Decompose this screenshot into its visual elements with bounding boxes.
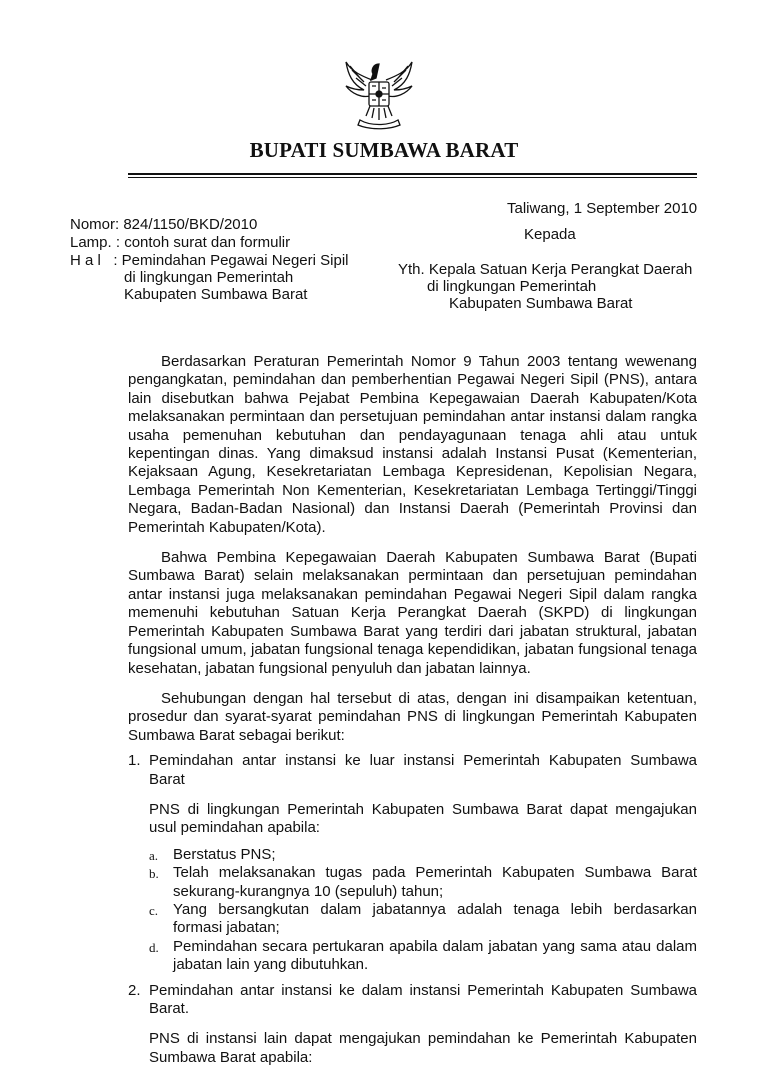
letterhead-rule-thin: [128, 177, 697, 178]
item-number: 2.: [128, 981, 141, 999]
list-item: [149, 938, 697, 975]
letterhead-rule-thick: [128, 173, 697, 175]
list-item: [149, 846, 697, 864]
list-text: Pemindahan secara pertukaran apabila dalam jabatan yang sama atau dalam jabatan lain yang dibutuhkan.: [173, 937, 697, 974]
kepada-label: Kepada: [524, 226, 576, 243]
body-paragraph-3: Sehubungan dengan hal tersebut di atas, dengan ini disampaikan ketentuan, prosedur dan syarat-syarat pemindahan PNS di lingkungan Pemerintah Kabupaten Sumbawa Barat sebagai berikut:: [128, 689, 697, 744]
garuda-emblem-icon: [342, 50, 416, 132]
body-paragraph-2: Bahwa Pembina Kepegawaian Daerah Kabupaten Sumbawa Barat (Bupati Sumbawa Barat) selain melaksanakan permintaan dan persetujuan pemindahan antar instansi juga melaksanakan pemindahan Pegawai Negeri Sipil dalam rangka memenuhi kebutuhan Satuan Kerja Perangkat Daerah (SKPD) di lingkungan Pemerintah Kabupaten Sumbawa Barat yang terdiri dari jabatan struktural, jabatan fungsional umum, jabatan fungsional tenaga kependidikan, jabatan fungsional tenaga kesehatan, jabatan fungsional penyuluh dan jabatan lainnya.: [128, 549, 697, 677]
list-text: Yang bersangkutan dalam jabatannya adalah tenaga lebih berdasarkan formasi jabatan;: [173, 900, 697, 937]
numbered-item-2: [128, 982, 697, 1019]
subject-line-2: di lingkungan Pemerintah: [124, 269, 294, 286]
item-1-sublist: [128, 846, 697, 975]
subject-line-3: Kabupaten Sumbawa Barat: [124, 286, 308, 303]
item-2-intro: PNS di instansi lain dapat mengajukan pemindahan ke Pemerintah Kabupaten Sumbawa Barat apabila:: [149, 1030, 697, 1066]
numbered-item-1: [128, 752, 697, 789]
place-date: Taliwang, 1 September 2010: [507, 200, 698, 217]
item-1-intro: PNS di lingkungan Pemerintah Kabupaten Sumbawa Barat dapat mengajukan usul pemindahan apabila:: [149, 800, 697, 837]
list-letter: a.: [149, 847, 159, 863]
subject-line: H a l : Pemindahan Pegawai Negeri Sipil: [70, 252, 349, 269]
list-item: [149, 901, 697, 938]
recipient-line-3: Kabupaten Sumbawa Barat: [449, 295, 633, 312]
recipient-line-2: di lingkungan Pemerintah: [427, 278, 597, 295]
list-letter: b.: [149, 866, 159, 882]
list-letter: c.: [149, 902, 159, 918]
letter-body: [128, 353, 697, 1067]
letterhead-title: BUPATI SUMBAWA BARAT: [249, 138, 519, 162]
list-text: Telah melaksanakan tugas pada Pemerintah Kabupaten Sumbawa Barat sekurang-kurangnya 10 (sepuluh) tahun;: [173, 864, 697, 900]
item-heading: Pemindahan antar instansi ke luar instansi Pemerintah Kabupaten Sumbawa Barat: [149, 752, 697, 788]
letter-number: Nomor: 824/1150/BKD/2010: [70, 216, 258, 233]
list-text: Berstatus PNS;: [173, 845, 276, 863]
recipient-line-1: Yth. Kepala Satuan Kerja Perangkat Daerah: [398, 261, 693, 278]
list-item: [149, 864, 697, 901]
list-letter: d.: [149, 939, 159, 955]
body-paragraph-1: Berdasarkan Peraturan Pemerintah Nomor 9 Tahun 2003 tentang wewenang pengangkatan, pemindahan dan pemberhentian Pegawai Negeri Sipil (PNS), antara lain disebutkan bahwa Pejabat Pembina Kepegawaian Daerah Kabupaten/Kota melaksanakan permintaan dan persetujuan pemindahan antar instansi dalam rangka usaha pemenuhan kebutuhan dan pendayagunaan tenaga ahli atau untuk kepentingan dinas. Yang dimaksud instansi adalah Instansi Pusat (Kementerian, Kejaksaan Agung, Kesekretariatan Lembaga Kepresidenan, Kepolisian Negara, Lembaga Pemerintah Non Kementerian, Kesekretariatan Lembaga Tertinggi/Tinggi Negara, Badan-Badan Nasional) dan Instansi Daerah (Pemerintah Provinsi dan Pemerintah Kabupaten/Kota).: [128, 353, 697, 536]
attachment-line: Lamp. : contoh surat dan formulir: [70, 234, 291, 251]
item-number: 1.: [128, 752, 141, 770]
item-heading: Pemindahan antar instansi ke dalam instansi Pemerintah Kabupaten Sumbawa Barat.: [149, 981, 697, 1017]
